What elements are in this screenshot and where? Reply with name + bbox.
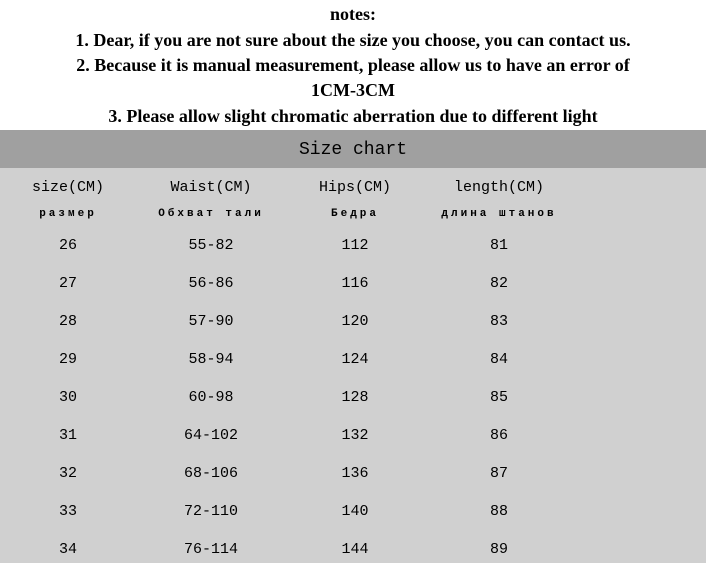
cell-length: 82 [489, 275, 509, 292]
cell-hips: 144 [341, 541, 369, 558]
cell-waist: 58-94 [188, 351, 234, 368]
header-hips: Hips(CM) [318, 179, 392, 196]
cell-hips: 128 [341, 389, 369, 406]
cell-length: 84 [489, 351, 509, 368]
cell-size: 31 [58, 427, 78, 444]
cell-hips: 120 [341, 313, 369, 330]
cell-size: 32 [58, 465, 78, 482]
note-line-2: 2. Because it is manual measurement, please allow us to have an error of [76, 55, 630, 75]
header-waist: Waist(CM) [170, 179, 252, 196]
cell-length: 86 [489, 427, 509, 444]
cell-waist: 72-110 [183, 503, 239, 520]
cell-waist: 57-90 [188, 313, 234, 330]
cell-size: 28 [58, 313, 78, 330]
cell-size: 30 [58, 389, 78, 406]
cell-hips: 112 [341, 237, 369, 254]
header-size-ru: размер [39, 208, 97, 220]
notes-heading: notes: [330, 4, 376, 24]
header-hips-ru: Бедра [330, 208, 380, 220]
cell-size: 33 [58, 503, 78, 520]
cell-length: 87 [489, 465, 509, 482]
cell-hips: 124 [341, 351, 369, 368]
size-chart-title: Size chart [0, 130, 706, 168]
cell-hips: 116 [341, 275, 369, 292]
size-chart-table [0, 168, 706, 563]
header-waist-ru: Обхват тали [158, 208, 264, 220]
cell-waist: 68-106 [183, 465, 239, 482]
cell-length: 88 [489, 503, 509, 520]
note-line-2-continued: 1CM-3CM [311, 80, 395, 100]
notes-section [0, 0, 706, 130]
cell-hips: 140 [341, 503, 369, 520]
cell-waist: 60-98 [188, 389, 234, 406]
cell-size: 27 [58, 275, 78, 292]
header-length: length(CM) [453, 179, 545, 196]
cell-length: 89 [489, 541, 509, 558]
note-line-1: 1. Dear, if you are not sure about the size you choose, you can contact us. [75, 30, 631, 50]
cell-waist: 56-86 [188, 275, 234, 292]
header-length-ru: длина штанов [441, 208, 557, 220]
cell-hips: 132 [341, 427, 369, 444]
cell-length: 83 [489, 313, 509, 330]
cell-waist: 64-102 [183, 427, 239, 444]
cell-size: 26 [58, 237, 78, 254]
cell-size: 29 [58, 351, 78, 368]
cell-waist: 76-114 [183, 541, 239, 558]
cell-length: 81 [489, 237, 509, 254]
cell-size: 34 [58, 541, 78, 558]
header-size: size(CM) [31, 179, 105, 196]
note-line-3: 3. Please allow slight chromatic aberration due to different light [108, 106, 598, 126]
cell-length: 85 [489, 389, 509, 406]
cell-hips: 136 [341, 465, 369, 482]
cell-waist: 55-82 [188, 237, 234, 254]
